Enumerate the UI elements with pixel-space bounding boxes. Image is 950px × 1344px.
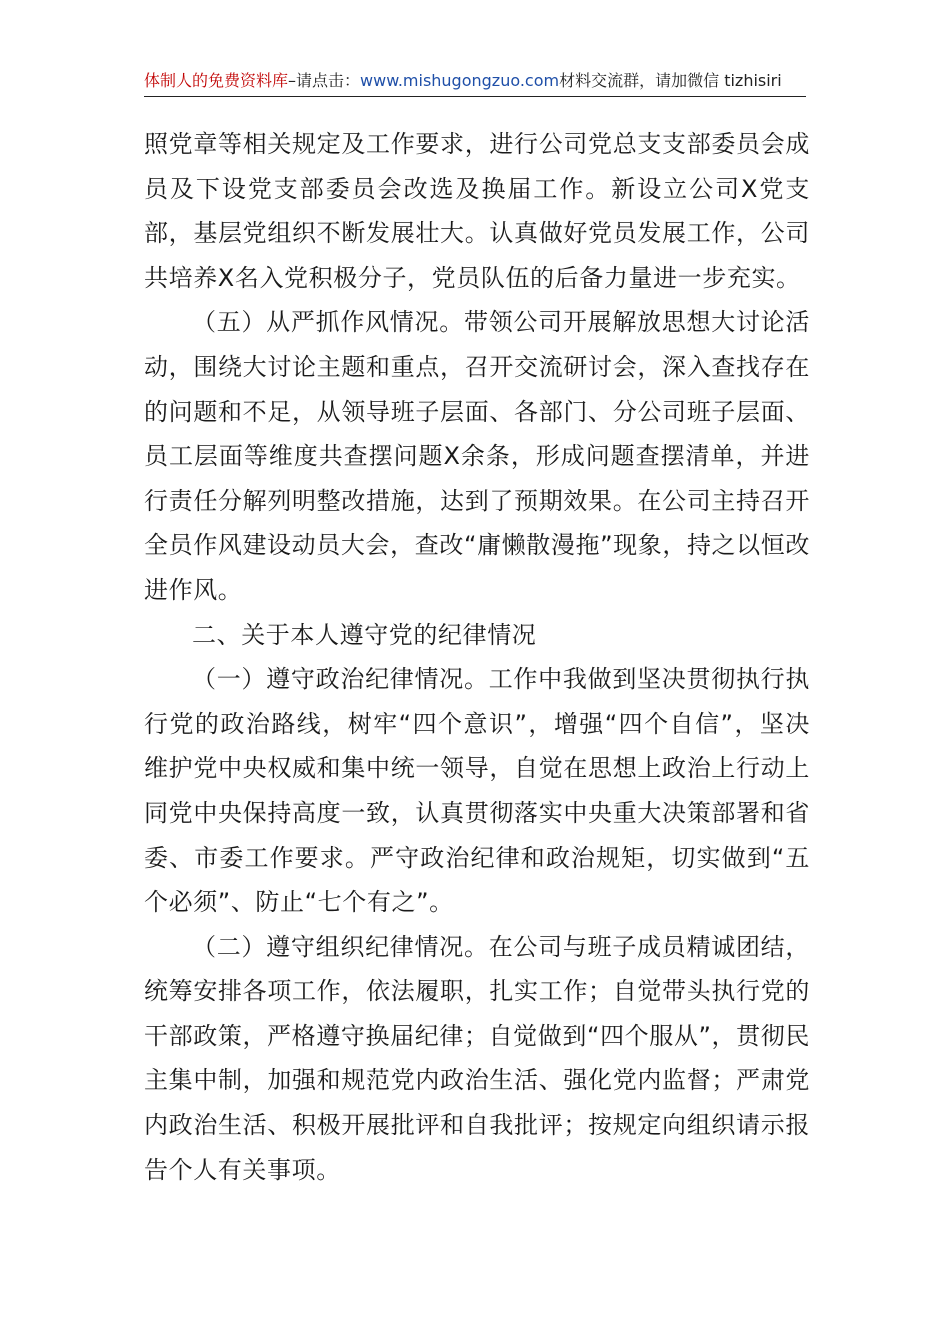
- section-heading-discipline: 二、关于本人遵守党的纪律情况: [192, 620, 537, 649]
- header-prompt: –请点击：: [288, 71, 361, 90]
- paragraph-political-discipline: （一）遵守政治纪律情况。工作中我做到坚决贯彻执行执行党的政治路线，树牢“四个意识”，增强“四个自信”，坚决维护党中央权威和集中统一领导，自觉在思想上政治上行动上同党中央保持高度一致，认真贯彻落实中央重大决策部署和省委、市委工作要求。严守政治纪律和政治规矩，切实做到“五个必须”、防止“七个有之”。: [144, 665, 810, 917]
- header-url-link[interactable]: www.mishugongzuo.com: [360, 71, 560, 90]
- paragraph-work-style: （五）从严抓作风情况。带领公司开展解放思想大讨论活动，围绕大讨论主题和重点，召开交流研讨会，深入查找存在的问题和不足，从领导班子层面、各部门、分公司班子层面、员工层面等维度共查摆问题Ⅹ余条，形成问题查摆清单，并进行责任分解列明整改措施，达到了预期效果。在公司主持召开全员作风建设动员大会，查改“庸懒散漫拖”现象，持之以恒改进作风。: [144, 308, 810, 604]
- paragraph-organizational-discipline: （二）遵守组织纪律情况。在公司与班子成员精诚团结，统筹安排各项工作，依法履职，扎实工作；自觉带头执行党的干部政策，严格遵守换届纪律；自觉做到“四个服从”，贯彻民主集中制，加强和规范党内政治生活、强化党内监督；严肃党内政治生活、积极开展批评和自我批评；按规定向组织请示报告个人有关事项。: [144, 932, 810, 1184]
- document-body: [144, 122, 810, 1192]
- header-contact: 材料交流群，请加微信 tizhisiri: [559, 71, 782, 90]
- header-brand: 体制人的免费资料库: [144, 71, 289, 90]
- page-header: [144, 66, 806, 97]
- paragraph-continuation: 照党章等相关规定及工作要求，进行公司党总支支部委员会成员及下设党支部委员会改选及换届工作。新设立公司Ⅹ党支部，基层党组织不断发展壮大。认真做好党员发展工作，公司共培养Ⅹ名入党积极分子，党员队伍的后备力量进一步充实。: [144, 130, 810, 292]
